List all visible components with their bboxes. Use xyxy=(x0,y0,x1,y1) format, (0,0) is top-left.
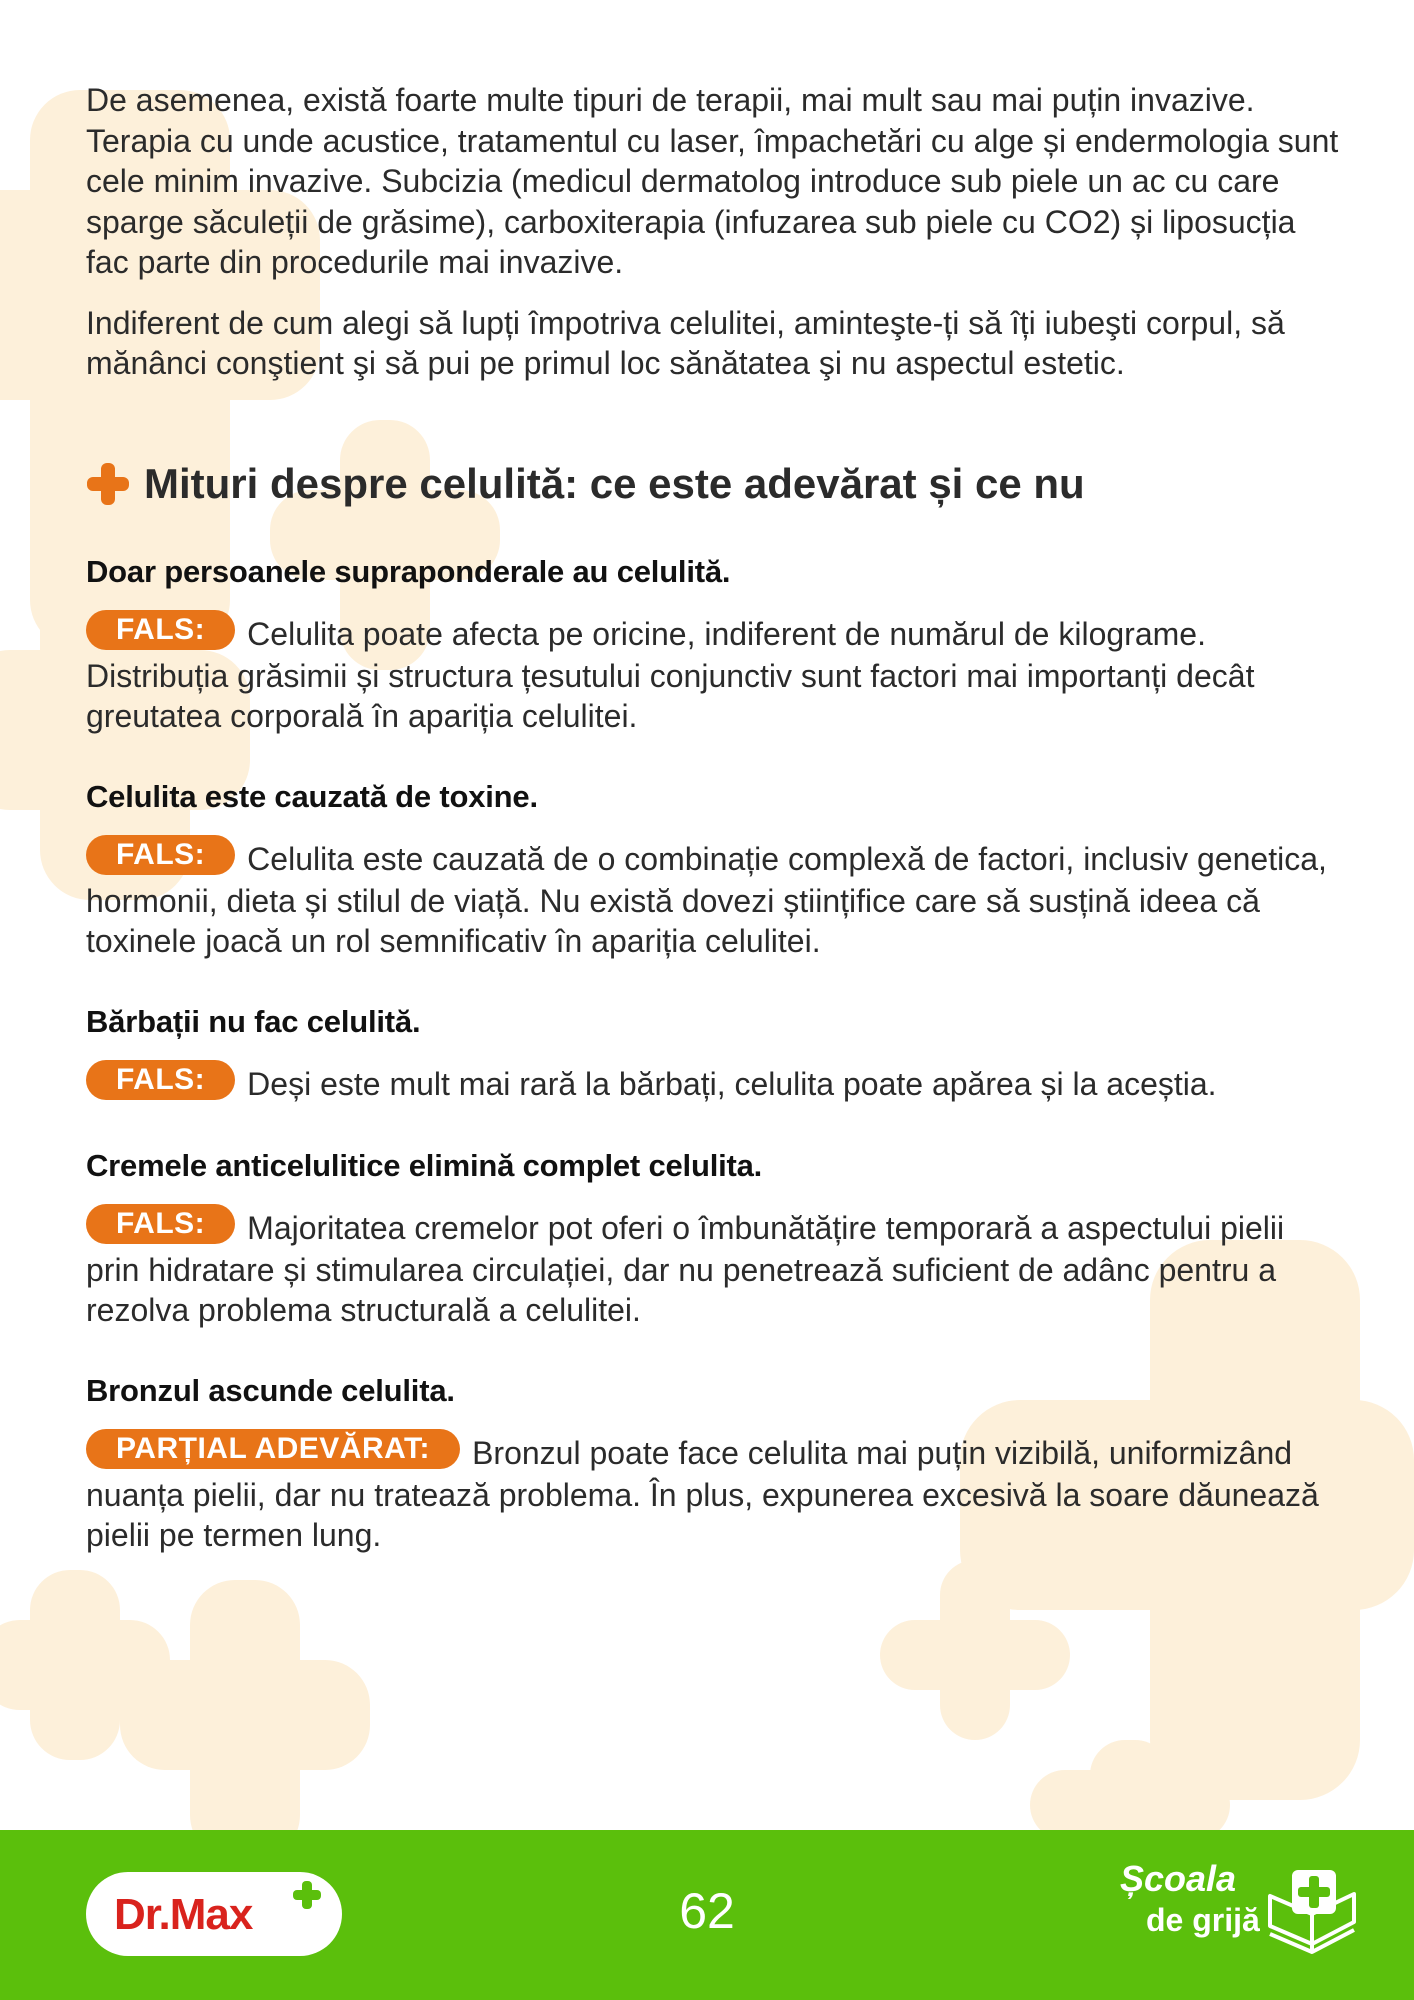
myth-explanation-5: Bronzul poate face celulita mai puțin vizibilă, uniformizând nuanța pielii, dar nu tratează problema. În plus, expunerea excesivă la soare dăunează pielii pe termen lung. xyxy=(86,1434,1319,1553)
intro-paragraph-therapies: De asemenea, există foarte multe tipuri de terapii, mai mult sau mai puțin invazive. Terapia cu unde acustice, tratamentul cu laser, împachetări cu alge și endermologia sunt cele minim invazive. Subcizia (medicul dermatolog introduce sub piele un ac cu care sparge săculeții de grăsime), carboxiterapia (infuzarea sub piele cu CO2) și liposucția fac parte din procedurile mai invazive. xyxy=(86,82,1339,280)
plus-icon xyxy=(86,462,130,506)
myth-statement-1: Doar persoanele supraponderale au celulită. xyxy=(86,553,731,589)
myth-statement-5: Bronzul ascunde celulita. xyxy=(86,1372,455,1408)
myth-answer-2 xyxy=(86,839,1346,962)
scoala-logo-title: Școala xyxy=(1120,1858,1237,1899)
verdict-badge-partial: PARȚIAL ADEVĂRAT: xyxy=(86,1429,460,1469)
verdict-badge-fals: FALS: xyxy=(86,835,235,875)
myth-statement-2: Celulita este cauzată de toxine. xyxy=(86,778,538,814)
scoala-book-plus-icon xyxy=(1262,1864,1362,1960)
section-heading xyxy=(86,460,1346,508)
myth-explanation-2: Celulita este cauzată de o combinație complexă de factori, inclusiv genetica, hormonii, dieta și stilul de viață. Nu există dovezi științifice care să susțină ideea că toxinele joacă un rol semnificativ în apariția celulitei. xyxy=(86,840,1327,959)
myth-explanation-1: Celulita poate afecta pe oricine, indiferent de numărul de kilograme. Distribuția grăsimii și structura țesutului conjunctiv sunt factori mai importanți decât greutatea corporală în apariția celulitei. xyxy=(86,615,1255,734)
background-cross-icon xyxy=(120,1580,370,1830)
verdict-badge-fals: FALS: xyxy=(86,1204,235,1244)
page-footer xyxy=(0,1830,1414,2000)
verdict-badge-fals: FALS: xyxy=(86,610,235,650)
section-title: Mituri despre celulită: ce este adevărat și ce nu xyxy=(144,459,1085,507)
myth-answer-5 xyxy=(86,1433,1346,1556)
dr-max-logo-text: Dr.Max xyxy=(114,1890,253,1939)
verdict-badge-fals: FALS: xyxy=(86,1060,235,1100)
page-number: 62 xyxy=(679,1883,735,1939)
myth-answer-4 xyxy=(86,1208,1346,1331)
myth-statement-3: Bărbații nu fac celulită. xyxy=(86,1003,421,1039)
myth-explanation-4: Majoritatea cremelor pot oferi o îmbunătățire temporară a aspectului pielii prin hidratare și stimularea circulației, dar nu penetrează suficient de adânc pentru a rezolva problema structurală a celulitei. xyxy=(86,1209,1285,1328)
intro-paragraph-body-care: Indiferent de cum alegi să lupți împotriva celulitei, aminteşte-ți să îți iubeşti corpul, să mănânci conştient şi să pui pe primul loc sănătatea şi nu aspectul estetic. xyxy=(86,304,1285,381)
article-content xyxy=(86,80,1346,1556)
myth-answer-1 xyxy=(86,614,1346,737)
myth-explanation-3: Deși este mult mai rară la bărbați, celulita poate apărea și la aceștia. xyxy=(247,1065,1217,1102)
myth-answer-3 xyxy=(86,1064,1346,1106)
scoala-logo-subtitle: de grijă xyxy=(1146,1902,1260,1938)
myth-statement-4: Cremele anticelulitice elimină complet celulita. xyxy=(86,1147,763,1183)
scoala-de-grija-logo xyxy=(1112,1850,1372,1980)
